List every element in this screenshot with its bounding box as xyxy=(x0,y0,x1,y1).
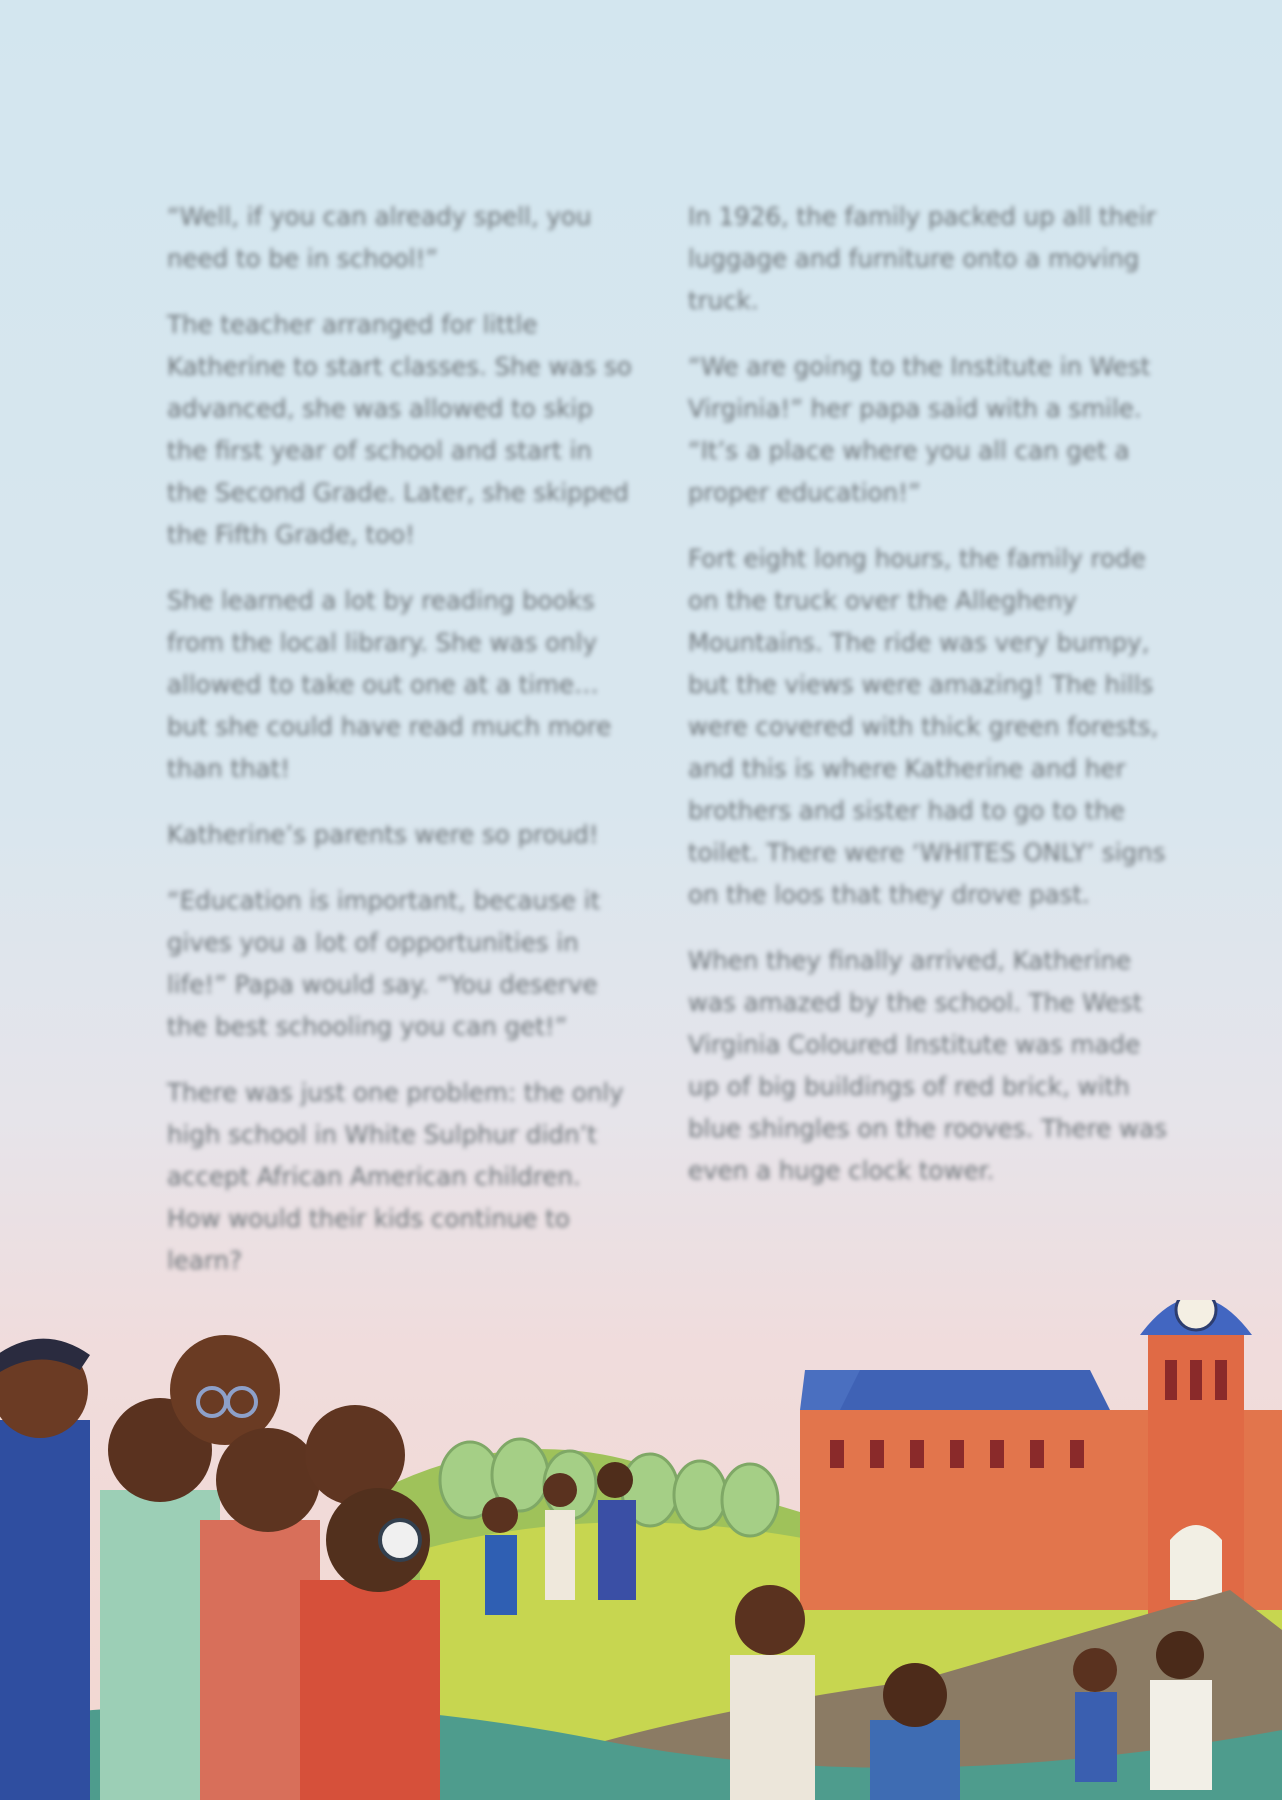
paragraph: Fort eight long hours, the family rode on the truck over the Allegheny Mountains. The ride was very bumpy, but the views were amazing! The hills were covered with thick green forests, and this is where Katherine and her brothers and sister had to go to the toilet. There were ‘WHITES ONLY’ signs on the loos that they drove past. xyxy=(688,544,1166,909)
paragraph: The teacher arranged for little Katherine to start classes. She was so advanced, she was allowed to skip the first year of school and start in the Second Grade. Later, she skipped the Fifth Grade, too! xyxy=(167,310,632,549)
school-arrival-illustration xyxy=(0,1300,1282,1800)
paragraph: Katherine’s parents were so proud! xyxy=(167,820,599,849)
paragraph: She learned a lot by reading books from the local library. She was only allowed to take out one at a time… but she could have read much more than that! xyxy=(167,586,612,783)
paragraph: In 1926, the family packed up all their luggage and furniture onto a moving truck. xyxy=(688,202,1157,315)
paragraph: “Education is important, because it gives you a lot of opportunities in life!” Papa would say. “You deserve the best schooling you can get!” xyxy=(167,886,601,1041)
left-text-column xyxy=(167,196,637,1306)
paragraph: When they finally arrived, Katherine was amazed by the school. The West Virginia Coloured Institute was made up of big buildings of red brick, with blue shingles on the rooves. There was even a huge clock tower. xyxy=(688,946,1167,1185)
paragraph: “We are going to the Institute in West Virginia!” her papa said with a smile. “It’s a place where you all can get a proper education!” xyxy=(688,352,1151,507)
clock-icon xyxy=(1176,1300,1216,1330)
school-building xyxy=(800,1300,1282,1615)
children-group xyxy=(0,1335,440,1800)
right-text-column xyxy=(688,196,1170,1216)
paragraph: “Well, if you can already spell, you need to be in school!” xyxy=(167,202,592,273)
paragraph: There was just one problem: the only high school in White Sulphur didn’t accept African American children. How would their kids continue to learn? xyxy=(167,1078,624,1275)
